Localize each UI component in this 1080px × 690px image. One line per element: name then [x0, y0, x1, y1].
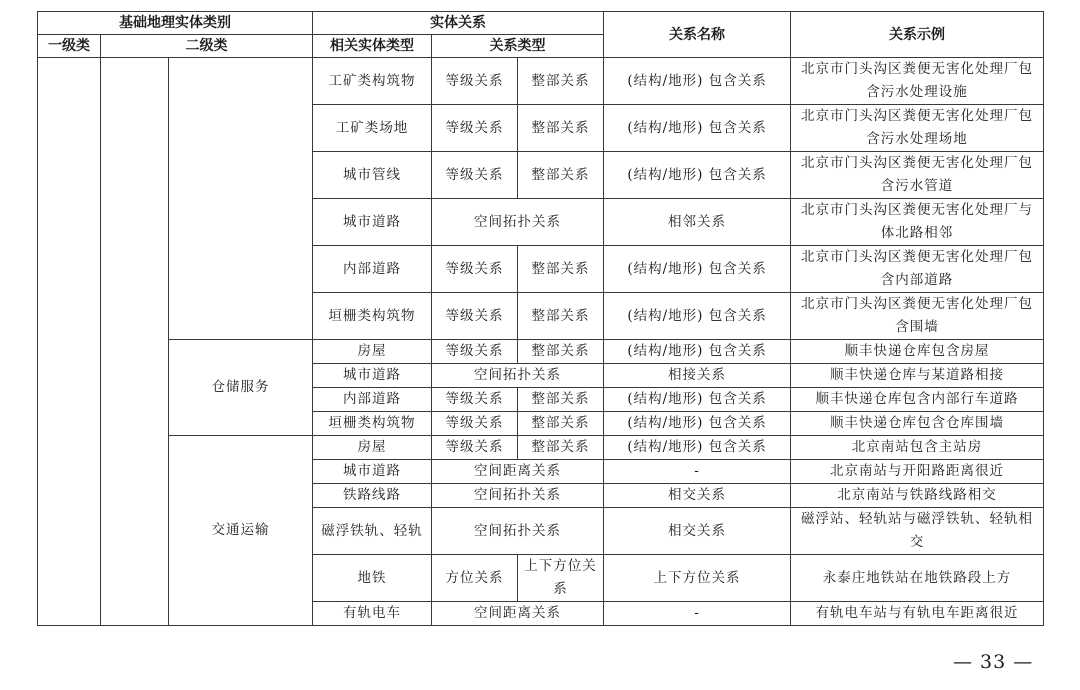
relation-type-1: 等级关系	[432, 152, 518, 199]
relation-type-1: 方位关系	[432, 555, 518, 602]
relation-table	[37, 11, 1044, 626]
relation-name: 相交关系	[604, 484, 791, 508]
header-relation-name: 关系名称	[604, 12, 791, 58]
relation-example: 北京市门头沟区粪便无害化处理厂包含内部道路	[791, 246, 1044, 293]
entity-type: 房屋	[313, 436, 432, 460]
relation-type-merged: 空间拓扑关系	[432, 364, 604, 388]
entity-type: 地铁	[313, 555, 432, 602]
relation-name: (结构/地形) 包含关系	[604, 436, 791, 460]
level1-cell	[38, 58, 101, 626]
level2-cell-a	[101, 58, 169, 626]
entity-type: 城市道路	[313, 460, 432, 484]
entity-type: 城市道路	[313, 199, 432, 246]
relation-type-2: 整部关系	[518, 412, 604, 436]
relation-type-2: 整部关系	[518, 340, 604, 364]
level2-cell-b	[169, 58, 313, 340]
entity-type: 工矿类场地	[313, 105, 432, 152]
relation-type-1: 等级关系	[432, 293, 518, 340]
relation-example: 顺丰快递仓库包含仓库围墙	[791, 412, 1044, 436]
relation-name: (结构/地形) 包含关系	[604, 293, 791, 340]
relation-type-1: 等级关系	[432, 412, 518, 436]
entity-type: 城市道路	[313, 364, 432, 388]
relation-type-merged: 空间拓扑关系	[432, 508, 604, 555]
relation-type-1: 等级关系	[432, 58, 518, 105]
relation-type-2: 上下方位关系	[518, 555, 604, 602]
level2-transport-label: 交通运输	[169, 436, 313, 626]
header-relation-type: 关系类型	[432, 35, 604, 58]
header-level2: 二级类	[101, 35, 313, 58]
relation-example: 顺丰快递仓库包含内部行车道路	[791, 388, 1044, 412]
relation-example: 顺丰快递仓库包含房屋	[791, 340, 1044, 364]
relation-type-1: 等级关系	[432, 436, 518, 460]
entity-type: 垣栅类构筑物	[313, 293, 432, 340]
relation-type-merged: 空间拓扑关系	[432, 484, 604, 508]
entity-type: 城市管线	[313, 152, 432, 199]
entity-type: 铁路线路	[313, 484, 432, 508]
relation-name: 上下方位关系	[604, 555, 791, 602]
relation-type-2: 整部关系	[518, 293, 604, 340]
relation-example: 北京市门头沟区粪便无害化处理厂包含围墙	[791, 293, 1044, 340]
relation-name: (结构/地形) 包含关系	[604, 340, 791, 364]
relation-example: 北京南站与开阳路距离很近	[791, 460, 1044, 484]
relation-example: 永泰庄地铁站在地铁路段上方	[791, 555, 1044, 602]
relation-type-2: 整部关系	[518, 388, 604, 412]
relation-name: -	[604, 602, 791, 626]
relation-example: 有轨电车站与有轨电车距离很近	[791, 602, 1044, 626]
relation-name: 相交关系	[604, 508, 791, 555]
relation-name: (结构/地形) 包含关系	[604, 412, 791, 436]
relation-type-merged: 空间拓扑关系	[432, 199, 604, 246]
entity-type: 内部道路	[313, 246, 432, 293]
relation-type-merged: 空间距离关系	[432, 602, 604, 626]
relation-example: 北京市门头沟区粪便无害化处理厂包含污水处理场地	[791, 105, 1044, 152]
header-base-category: 基础地理实体类别	[38, 12, 313, 35]
header-relation-example: 关系示例	[791, 12, 1044, 58]
relation-example: 北京市门头沟区粪便无害化处理厂包含污水管道	[791, 152, 1044, 199]
relation-name: 相邻关系	[604, 199, 791, 246]
relation-example: 顺丰快递仓库与某道路相接	[791, 364, 1044, 388]
relation-name: (结构/地形) 包含关系	[604, 246, 791, 293]
relation-type-1: 等级关系	[432, 340, 518, 364]
relation-type-2: 整部关系	[518, 58, 604, 105]
page-number: — 33 —	[953, 651, 1034, 673]
relation-name: (结构/地形) 包含关系	[604, 105, 791, 152]
entity-type: 垣栅类构筑物	[313, 412, 432, 436]
relation-type-2: 整部关系	[518, 246, 604, 293]
header-entity-relation: 实体关系	[313, 12, 604, 35]
entity-type: 有轨电车	[313, 602, 432, 626]
entity-type: 内部道路	[313, 388, 432, 412]
relation-name: (结构/地形) 包含关系	[604, 388, 791, 412]
header-level1: 一级类	[38, 35, 101, 58]
relation-type-1: 等级关系	[432, 105, 518, 152]
entity-type: 房屋	[313, 340, 432, 364]
entity-type: 磁浮铁轨、轻轨	[313, 508, 432, 555]
relation-type-merged: 空间距离关系	[432, 460, 604, 484]
relation-example: 北京南站与铁路线路相交	[791, 484, 1044, 508]
relation-example: 磁浮站、轻轨站与磁浮铁轨、轻轨相交	[791, 508, 1044, 555]
relation-type-2: 整部关系	[518, 436, 604, 460]
relation-example: 北京市门头沟区粪便无害化处理厂包含污水处理设施	[791, 58, 1044, 105]
entity-type: 工矿类构筑物	[313, 58, 432, 105]
relation-type-1: 等级关系	[432, 388, 518, 412]
level2-storage-label: 仓储服务	[169, 340, 313, 436]
relation-type-2: 整部关系	[518, 152, 604, 199]
relation-name: 相接关系	[604, 364, 791, 388]
relation-type-1: 等级关系	[432, 246, 518, 293]
relation-type-2: 整部关系	[518, 105, 604, 152]
header-related-entity-type: 相关实体类型	[313, 35, 432, 58]
relation-name: (结构/地形) 包含关系	[604, 58, 791, 105]
relation-name: (结构/地形) 包含关系	[604, 152, 791, 199]
relation-name: -	[604, 460, 791, 484]
relation-example: 北京南站包含主站房	[791, 436, 1044, 460]
relation-example: 北京市门头沟区粪便无害化处理厂与体北路相邻	[791, 199, 1044, 246]
